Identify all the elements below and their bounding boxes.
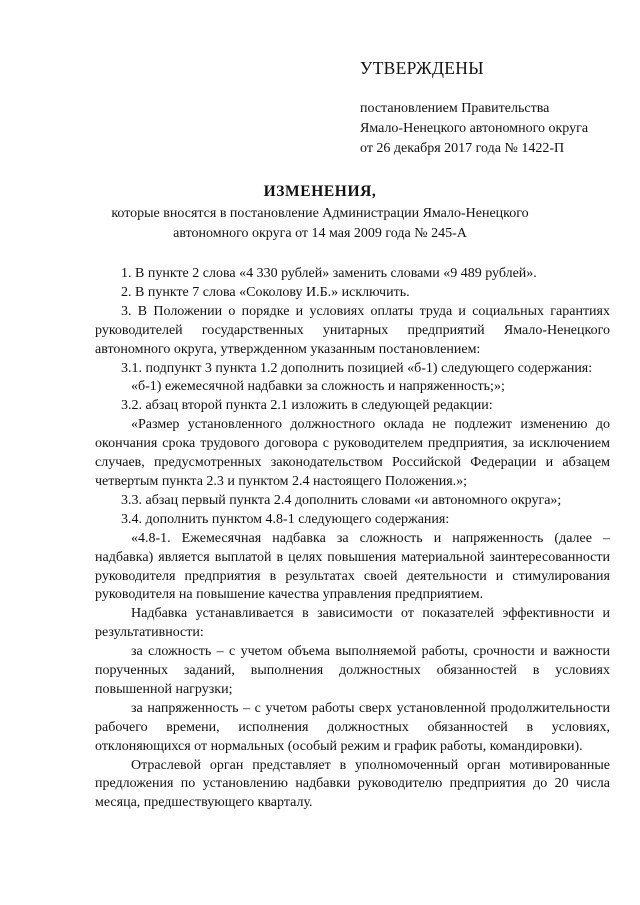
paragraph: 3.3. абзац первый пункта 2.4 дополнить словами «и автономного округа»; (121, 492, 562, 508)
approval-heading: УТВЕРЖДЕНЫ (360, 58, 484, 78)
decree-line: постановлением Правительства (360, 101, 550, 116)
paragraph: за напряженность – с учетом работы сверх установленной продолжительности рабочего времени, исполнения должностных обязанностей в условиях, отклоняющихся от нормальных (особый режим и график работы, командировки). (95, 700, 610, 754)
paragraph: 3.1. подпункт 3 пункта 1.2 дополнить позицией «б-1) следующего содержания: (121, 360, 593, 376)
document-title: ИЗМЕНЕНИЯ, (263, 183, 377, 200)
subtitle-line: которые вносятся в постановление Администрации Ямало-Ненецкого (111, 206, 529, 221)
paragraph: 3.2. абзац второй пункта 2.1 изложить в следующей редакции: (121, 398, 493, 414)
paragraph: «Размер установленного должностного оклада не подлежит изменению до окончания срока трудового договора с руководителем предприятия, за исключением случаев, предусмотренных законодательством Российской Федерации и абзацем четвертым пункта 2.3 и пунктом 2.4 настоящего Положения.»; (95, 417, 610, 489)
paragraph: 3.4. дополнить пунктом 4.8-1 следующего содержания: (121, 511, 450, 527)
paragraph: «б-1) ежемесячной надбавки за сложность и напряженность;»; (131, 379, 505, 395)
decree-line: Ямало-Ненецкого автономного округа (360, 121, 589, 136)
document-subtitle (0, 204, 640, 244)
document-body (95, 265, 610, 813)
paragraph: Отраслевой орган представляет в уполномоченный орган мотивированные предложения по установлению надбавки руководителю предприятия до 20 числа месяца, предшествующего кварталу. (95, 757, 610, 811)
paragraph: 3. В Положении о порядке и условиях оплаты труда и социальных гарантиях руководителей государственных унитарных предприятий Ямало-Ненецкого автономного округа, утвержденном указанным постановлением: (95, 303, 610, 357)
paragraph: за сложность – с учетом объема выполняемой работы, срочности и важности порученных заданий, выполнения должностных обязанностей в условиях повышенной нагрузки; (95, 644, 610, 697)
paragraph: 2. В пункте 7 слова «Соколову И.Б.» исключить. (121, 284, 410, 300)
paragraph: 1. В пункте 2 слова «4 330 рублей» заменить словами «9 489 рублей». (121, 266, 537, 281)
subtitle-line: автономного округа от 14 мая 2009 года № 245-А (173, 226, 467, 241)
paragraph: «4.8-1. Ежемесячная надбавка за сложность и напряженность (далее – надбавка) является выплатой в целях повышения материальной заинтересованности руководителя предприятия в результатах своей деятельности и стимулирования руководителя на повышение качества управления предприятием. (95, 530, 610, 603)
decree-line: от 26 декабря 2017 года № 1422-П (360, 141, 565, 156)
decree-reference (360, 99, 588, 159)
paragraph: Надбавка устанавливается в зависимости от показателей эффективности и результативности: (95, 606, 610, 641)
